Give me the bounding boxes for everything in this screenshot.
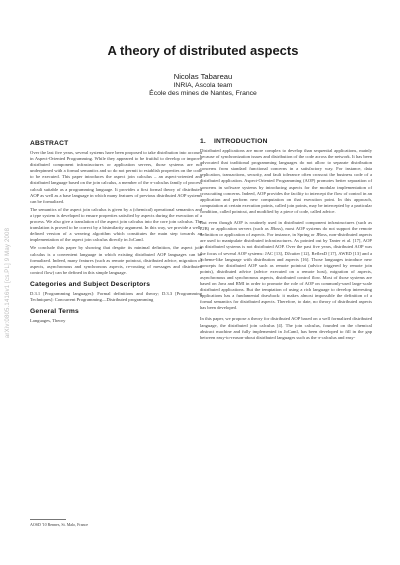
introduction-paragraph: In this paper, we propose a theory for distributed AOP based on a well formalized distributed language, the distributed join calculus [4]. The join calculus, founded on the chemical abstract machine and fully implemented in JoCaml, has been developed to fill in the gap between easy-to-reason-about distributed languages such as the π-calculus and easy- [200, 316, 372, 340]
paper-title: A theory of distributed aspects [107, 43, 299, 58]
introduction-heading [200, 138, 372, 146]
author-block [30, 72, 376, 98]
introduction-paragraph: Distributed applications are more complex to develop than sequential applications, mainly because of synchronization issues and distribution of the code across the network. It has been advocated that traditional programming languages do not allow to separate distribution concerns from standard functional concerns in a satisfactory way. For instance, data replication, transactions, security, and fault tolerance often crosscut the business code of a distributed application. Aspect-Oriented Programming (AOP) promotes better separation of concerns in software systems by introducing aspects for the modular implementation of crosscutting concerns. Indeed, AOP provides the facility to intercept the flow of control in an application and perform new computation on that execution point. In this approach, computation at certain execution points, called join points, may be intercepted by a particular condition, called pointcut, and modified by a piece of code, called advice. [200, 148, 372, 214]
left-column [30, 140, 202, 324]
right-column [200, 138, 372, 341]
author-name: Nicolas Tabareau [173, 72, 233, 81]
abstract-heading: ABSTRACT [30, 140, 69, 147]
general-terms-heading: General Terms [30, 308, 79, 316]
categories-text: D.3.1 [Programming languages]: Formal definitions and theory; D.3.3 [Programming Techniques]: Concurrent Programming—Distributed programming [30, 290, 202, 302]
footnote-divider [30, 519, 66, 520]
footnote: AOSD '10 Rennes, St. Malo, France [30, 522, 89, 527]
author-institution: École des mines de Nantes, France [149, 90, 257, 97]
arxiv-identifier [2, 0, 14, 565]
abstract-paragraph: The semantics of the aspect join calculus is given by a (chemical) operational semantics and a type system is developed to ensure properties satisfied by aspects during the execution of a process. We also give a translation of the aspect join calculus into the core join calculus. The translation is proved to be correct by a bisimilarity argument. In this way, we provide a well-defined version of a weaving algorithm which constitutes the main step towards an implementation of the aspect join calculus directly in JoCaml. [30, 206, 202, 243]
section-title: INTRODUCTION [213, 138, 268, 145]
abstract-paragraph: Over the last five years, several systems have been proposed to take distribution into account in Aspect-Oriented Programming. While they appeared to be fruitful to develop or improve distributed component infrastructures or application servers, those systems are not underpinned with a formal semantics and so do not permit to establish properties on the code to be executed. This paper introduces the aspect join calculus – an aspect-oriented and distributed language based on the join calculus, a member of the π-calculus family of process calculi suitable as a programming language. It provides a first formal theory of distributed AOP as well as a base language in which many features of previous distributed AOP systems can be formalized. [30, 150, 202, 204]
section-number: 1. [200, 138, 206, 145]
abstract-paragraph: We conclude this paper by showing that despite its minimal definition, the aspect join calculus is a convenient language in which existing distributed AOP languages can be formalized. Indeed, many features (such as remote pointcut, distributed advice, migration of aspects, asynchronous and synchronous aspects, re-routing of messages and distributed control flow) can be defined in this simple language. [30, 245, 202, 275]
introduction-paragraph: But even though AOP is routinely used in distributed component infrastructures (such as EJB) or application servers (such as JBoss), most AOP systems do not support the remote definition or application of aspects. For instance, in Spring or JBoss, non-distributed aspects are used to manipulate distributed infrastructures. As pointed out by Tanter et al. [17], AOP in distributed systems is not distributed AOP. Over the past five years, distributed AOP was the focus of several AOP systems: JAC [13], DJcutter [12], ReflexD [17], AWED [13] and a Scheme-like language with distribution and aspects [16]. Those languages introduce new concepts for distributed AOP such as remote pointcut (advice triggered by remote join points), distributed advice (advice executed on a remote host), migration of aspects, asynchronous and synchronous aspects, distributed control flow. Most of those systems are based on Java and RMI in order to promote the role of AOP on commonly-used large-scale distributed applications. But the temptation of using a rich language to develop interesting applications has a fundamental drawback: it makes almost impossible the definition of a formal semantics for distributed aspects. Therefore, to date, no theory of distributed aspects has been developed. [200, 220, 372, 311]
author-affiliation: INRIA, Ascola team [173, 81, 233, 89]
general-terms-text: Languages, Theory [30, 318, 66, 324]
arxiv-identifier-text: arXiv:0805.1416v1 [cs.PL] 9 May 2008 [5, 227, 12, 338]
categories-heading: Categories and Subject Descriptors [30, 280, 151, 288]
